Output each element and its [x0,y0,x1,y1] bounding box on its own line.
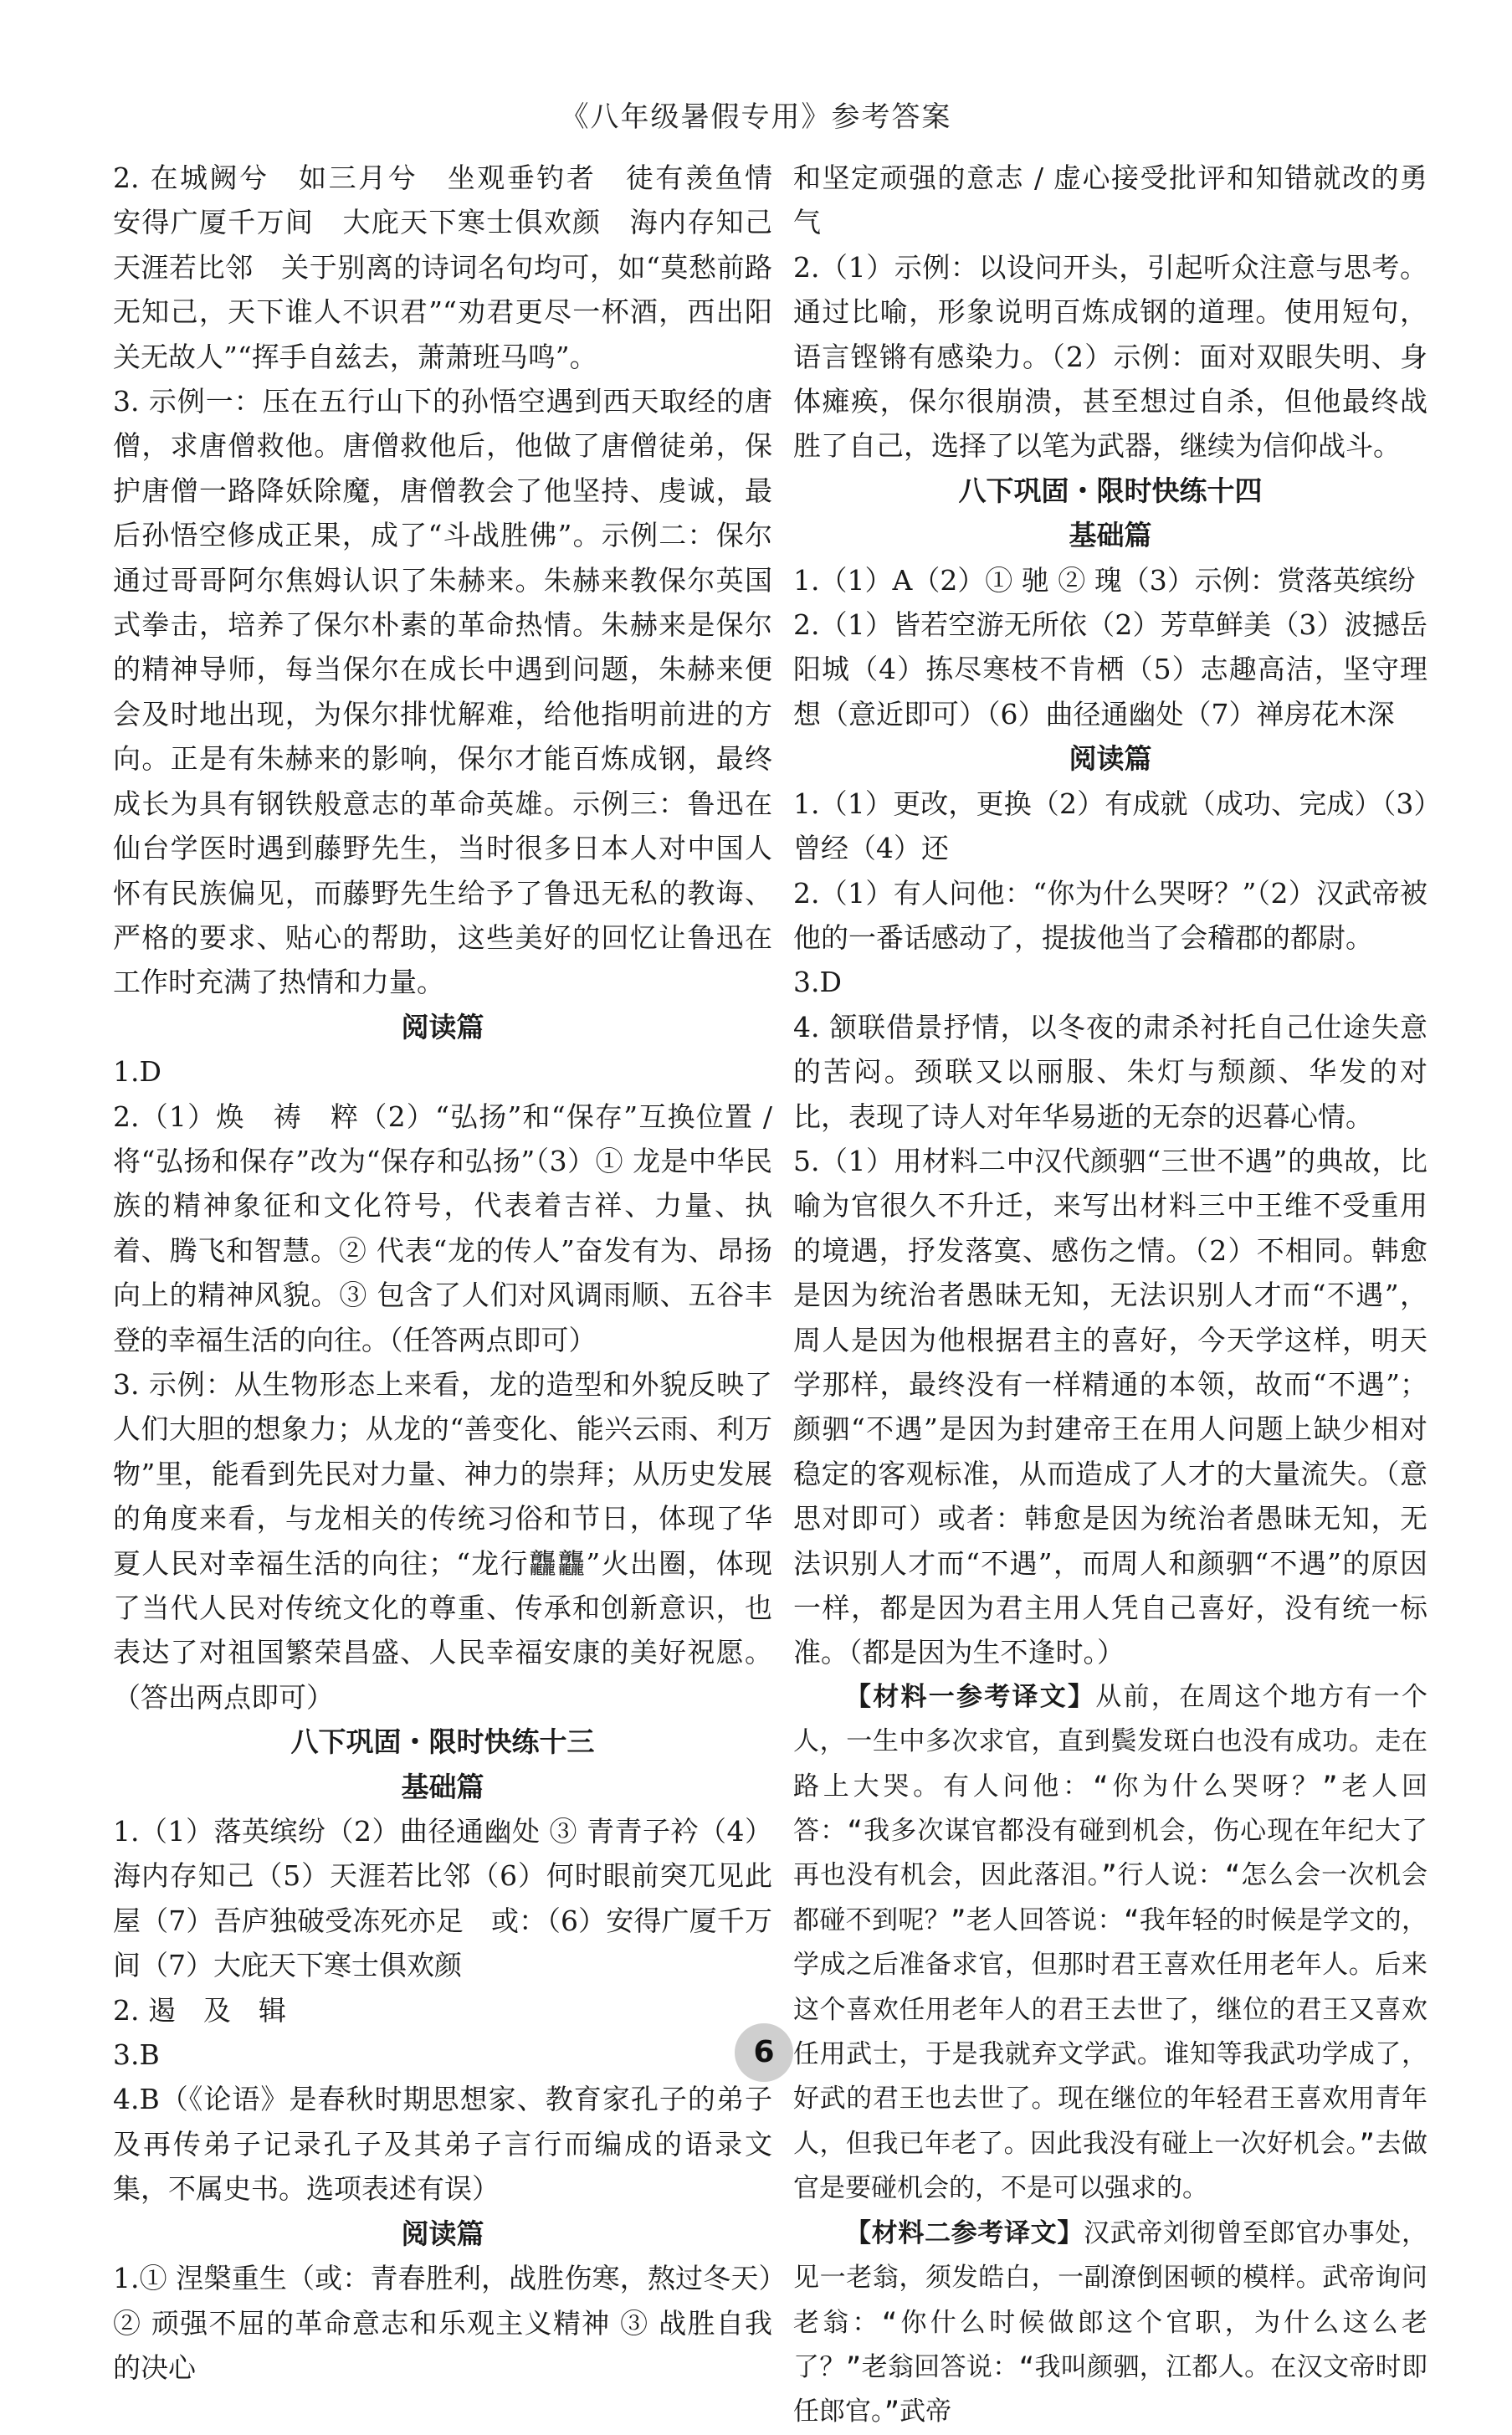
section-heading: 阅读篇 [401,2217,484,2250]
answer-paragraph: 4.B（《论语》是春秋时期思想家、教育家孔子的弟子及再传弟子记录孔子及其弟子言行而编成的语录文集，不属史书。选项表述有误） [113,2083,772,2206]
translation-label: 【材料二参考译文】 [845,2217,1084,2248]
answer-paragraph: 5.（1）用材料二中汉代颜驷“三世不遇”的典故，比喻为官很久不升迁，来写出材料三中王维不受重用的境遇，抒发落寞、感伤之情。（2）不相同。韩愈是因为统治者愚昧无知，无法识别人才而“不遇”，周人是因为他根据君主的喜好，今天学这样，明天学那样，最终没有一样精通的本领，故而“不遇”；颜驷“不遇”是因为封建帝王在用人问题上缺少相对稳定的客观标准，从而造成了人才的大量流失。（意思对即可）或者：韩愈是因为统治者愚昧无知，无法识别人才而“不遇”，而周人和颜驷“不遇”的原因一样，都是因为君主用人凭自己喜好，没有统一标准。（都是因为生不逢时。） [793,1144,1427,1669]
translation-label: 【材料一参考译文】 [845,1681,1096,1712]
answer-paragraph: 2. 在城阙兮 如三月兮 坐观垂钓者 徒有羡鱼情 安得广厦千万间 大庇天下寒士俱欢颜 海内存知己 天涯若比邻 关于别离的诗词名句均可，如“莫愁前路无知己，天下谁人不识君”“劝君更尽一杯酒，西出阳关无故人”“挥手自兹去，萧萧班马鸣”。 [113,161,800,373]
answer-paragraph: 3.D [793,966,842,999]
answer-paragraph: 和坚定顽强的意志 / 虚心接受批评和知错就改的勇气 [793,161,1427,239]
translation-paragraph [793,1675,1427,2212]
page-header: 《八年级暑假专用》参考答案 [560,100,952,134]
section-heading: 阅读篇 [1069,742,1152,776]
answer-paragraph: 3. 示例：从生物形态上来看，龙的造型和外貌反映了人们大胆的想象力；从龙的“善变化、能兴云雨、利万物”里，能看到先民对力量、神力的崇拜；从历史发展的角度来看，与龙相关的传统习俗和节日，体现了华夏人民对幸福生活的向往；“龙行龘龘”火出圈，体现了当代人民对传统文化的尊重、传承和创新意识，也表达了对祖国繁荣昌盛、人民幸福安康的美好祝愿。（答出两点即可） [113,1367,772,1714]
section-heading: 八下巩固・限时快练十三 [290,1725,595,1759]
answer-paragraph: 2. 遏 及 辑 [113,1993,286,2027]
answer-paragraph: 1.① 涅槃重生（或：青春胜利，战胜伤寒，熬过冬天）② 顽强不屈的革命意志和乐观主义精神 ③ 战胜自我的决心 [113,2262,772,2384]
answer-paragraph: 2.（1）有人问他：“你为什么哭呀？”（2）汉武帝被他的一番话感动了，提拔他当了会稽郡的都尉。 [793,876,1427,954]
answer-paragraph: 2.（1）示例：以设问开头，引起听众注意与思考。通过比喻，形象说明百炼成钢的道理。使用短句，语言铿锵有感染力。（2）示例：面对双眼失明、身体瘫痪，保尔很崩溃，甚至想过自杀，但他最终战胜了自己，选择了以笔为武器，继续为信仰战斗。 [793,250,1427,463]
section-heading: 基础篇 [1069,519,1152,552]
translation-text: 从前，在周这个地方有一个人，一生中多次求官，直到鬓发斑白也没有成功。走在路上大哭。有人问他：“你为什么哭呀？”老人回答：“我多次谋官都没有碰到机会，伤心现在年纪大了再也没有机会，因此落泪。”行人说：“怎么会一次机会都碰不到呢？”老人回答说：“我年轻的时候是学文的，学成之后准备求官，但那时君王喜欢任用老年人。后来这个喜欢任用老年人的君王去世了，继位的君王又喜欢任用武士，于是我就弃文学武。谁知等我武功学成了，好武的君王也去世了。现在继位的年轻君王喜欢用青年人，但我已年老了。因此我没有碰上一次好机会。”去做官是要碰机会的，不是可以强求的。 [793,1681,1427,2204]
answer-paragraph: 1.（1）落英缤纷（2）曲径通幽处 ③ 青青子衿（4）海内存知己（5）天涯若比邻（6）何时眼前突兀见此屋（7）吾庐独破受冻死亦足 或：（6）安得广厦千万间（7）大庇天下寒士俱欢颜 [113,1815,772,1982]
answer-paragraph: 3. 示例一：压在五行山下的孙悟空遇到西天取经的唐僧，求唐僧救他。唐僧救他后，他做了唐僧徒弟，保护唐僧一路降妖除魔，唐僧教会了他坚持、虔诚，最后孙悟空修成正果，成了“斗战胜佛”。示例二：保尔通过哥哥阿尔焦姆认识了朱赫来。朱赫来教保尔英国式拳击，培养了保尔朴素的革命热情。朱赫来是保尔的精神导师，每当保尔在成长中遇到问题，朱赫来便会及时地出现，为保尔排忧解难，给他指明前进的方向。正是有朱赫来的影响，保尔才能百炼成钢，最终成长为具有钢铁般意志的革命英雄。示例三：鲁迅在仙台学医时遇到藤野先生，当时很多日本人对中国人怀有民族偏见，而藤野先生给予了鲁迅无私的教诲、严格的要求、贴心的帮助，这些美好的回忆让鲁迅在工作时充满了热情和力量。 [113,385,772,999]
answer-paragraph: 4. 颔联借景抒情，以冬夜的肃杀衬托自己仕途失意的苦闷。颈联又以丽服、朱灯与颓颜、华发的对比，表现了诗人对年华易逝的无奈的迟暮心情。 [793,1010,1427,1133]
translation-paragraph [793,2212,1427,2435]
left-column [113,156,800,2390]
answer-paragraph: 2.（1）焕 祷 粹（2）“弘扬”和“保存”互换位置 / 将“弘扬和保存”改为“保存和弘扬”（3）① 龙是中华民族的精神象征和文化符号，代表着吉祥、力量、执着、腾飞和智慧。② 代表“龙的传人”奋发有为、昂扬向上的精神风貌。③ 包含了人们对风调雨顺、五谷丰登的幸福生活的向往。（任答两点即可） [113,1100,772,1356]
answer-paragraph: 2.（1）皆若空游无所依（2）芳草鲜美（3）波撼岳阳城（4）拣尽寒枝不肯栖（5）志趣高洁，坚守理想（意近即可）（6）曲径通幽处（7）禅房花木深 [793,608,1427,730]
answer-paragraph: 3.B [113,2038,160,2072]
answer-paragraph: 1.（1）更改，更换（2）有成就（成功、完成）（3）曾经（4）还 [793,787,1427,865]
answer-paragraph: 1.（1）A（2）① 驰 ② 瑰（3）示例：赏落英缤纷 [793,563,1416,597]
page-number: 6 [735,2023,793,2082]
section-heading: 基础篇 [401,1770,484,1803]
section-heading: 八下巩固・限时快练十四 [958,474,1263,507]
right-column [793,156,1427,2435]
translation-text: 汉武帝刘彻曾至郎官办事处，见一老翁，须发皓白，一副潦倒困顿的模样。武帝询问老翁：“你什么时候做郎这个官职，为什么这么老了？”老翁回答说：“我叫颜驷，江都人。在汉文帝时即任郎官。”武帝 [793,2217,1427,2427]
answer-paragraph: 1.D [113,1055,161,1089]
section-heading: 阅读篇 [401,1010,484,1043]
